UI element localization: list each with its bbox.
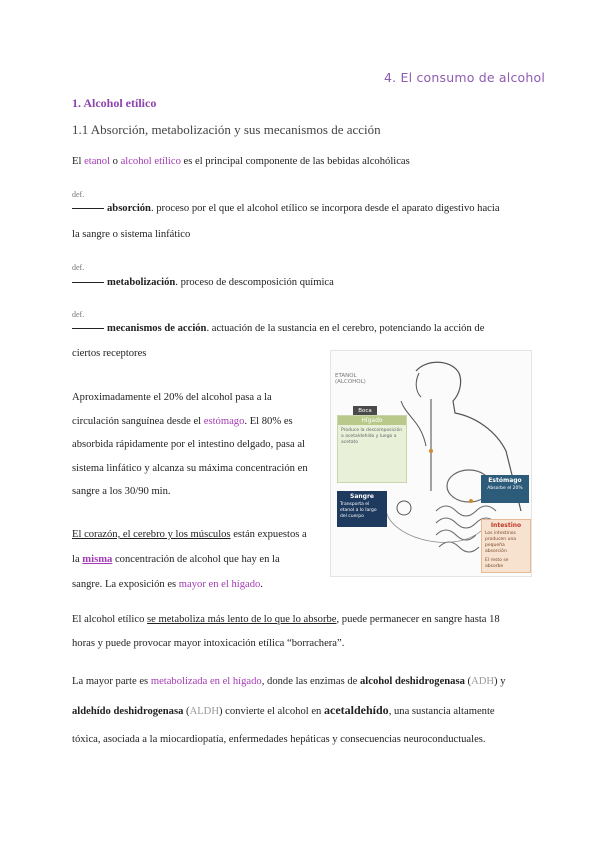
definition-absorcion: absorción. proceso por el que el alcohol etílico se incorpora desde el aparato digestivo hacia [72, 203, 500, 214]
sangre-text: Transporta el etanol a lo largo del cuerpo [340, 502, 377, 519]
higado-title: Hígado [338, 416, 406, 425]
intestino-box [481, 519, 531, 573]
paragraph-metabolizacion: El alcohol etílico se metaboliza más lento de lo que lo absorbe, puede permanecer en sangre hasta 18 horas y puede provocar mayor intoxicación etílica “borrachera”. [72, 614, 500, 649]
boca-label: Boca [353, 406, 377, 416]
definition-absorcion-cont: la sangre o sistema linfático [72, 229, 191, 240]
paragraph-higado: La mayor parte es metabolizada en el hígado, donde las enzimas de alcohol deshidrogenasa (ADH) y aldehído deshidrogenasa (ALDH) convierte el alcohol en acetaldehído, una sustancia altamente tóxica, asociada a la miocardiopatía, enfermedades hepáticas y consecuencias neuroconductuales. [72, 676, 506, 745]
subsection-title: 1.1 Absorción, metabolización y sus mecanismos de acción [72, 122, 381, 137]
intro-paragraph: El etanol o alcohol etílico es el principal componente de las bebidas alcohólicas [72, 156, 410, 167]
definition-mecanismos: mecanismos de acción. actuación de la sustancia en el cerebro, potenciando la acción de [72, 323, 484, 334]
etanol-label: ETANOL (ALCOHOL) [335, 373, 366, 385]
def-label: def. [72, 190, 85, 199]
alcohol-pathway-figure [330, 350, 532, 577]
definition-metabolizacion: metabolización. proceso de descomposición química [72, 277, 334, 288]
paragraph-organos: El corazón, el cerebro y los músculos están expuestos a la misma concentración de alcohol que hay en la sangre. La exposición es mayor en el hígado. [72, 529, 307, 590]
higado-text: Produce la descomposición a acetaldehído y luego a acetato [341, 428, 403, 445]
sangre-box [337, 491, 387, 527]
estomago-text: Absorbe el 20% [487, 486, 523, 491]
higado-box [337, 415, 407, 483]
def-label: def. [72, 263, 85, 272]
definition-mecanismos-cont: ciertos receptores [72, 348, 147, 359]
estomago-box [481, 475, 529, 503]
def-label: def. [72, 310, 85, 319]
estomago-title: Estómago [488, 477, 522, 484]
page-header-title: 4. El consumo de alcohol [384, 70, 546, 85]
section-title: 1. Alcohol etílico [72, 96, 157, 110]
intestino-title: Intestino [490, 522, 522, 529]
intestino-footer: El resto se absorbe [485, 558, 509, 569]
intestino-text: Los intestinos producen una pequeña absorción [485, 531, 517, 554]
paragraph-absorcion: Aproximadamente el 20% del alcohol pasa a la circulación sanguínea desde el estómago. El 80% es absorbida rápidamente por el intestino delgado, pasa al sistema linfático y alcanza su máxima concentración en sangre a los 30/90 min. [72, 392, 308, 497]
sangre-title: Sangre [350, 493, 374, 500]
